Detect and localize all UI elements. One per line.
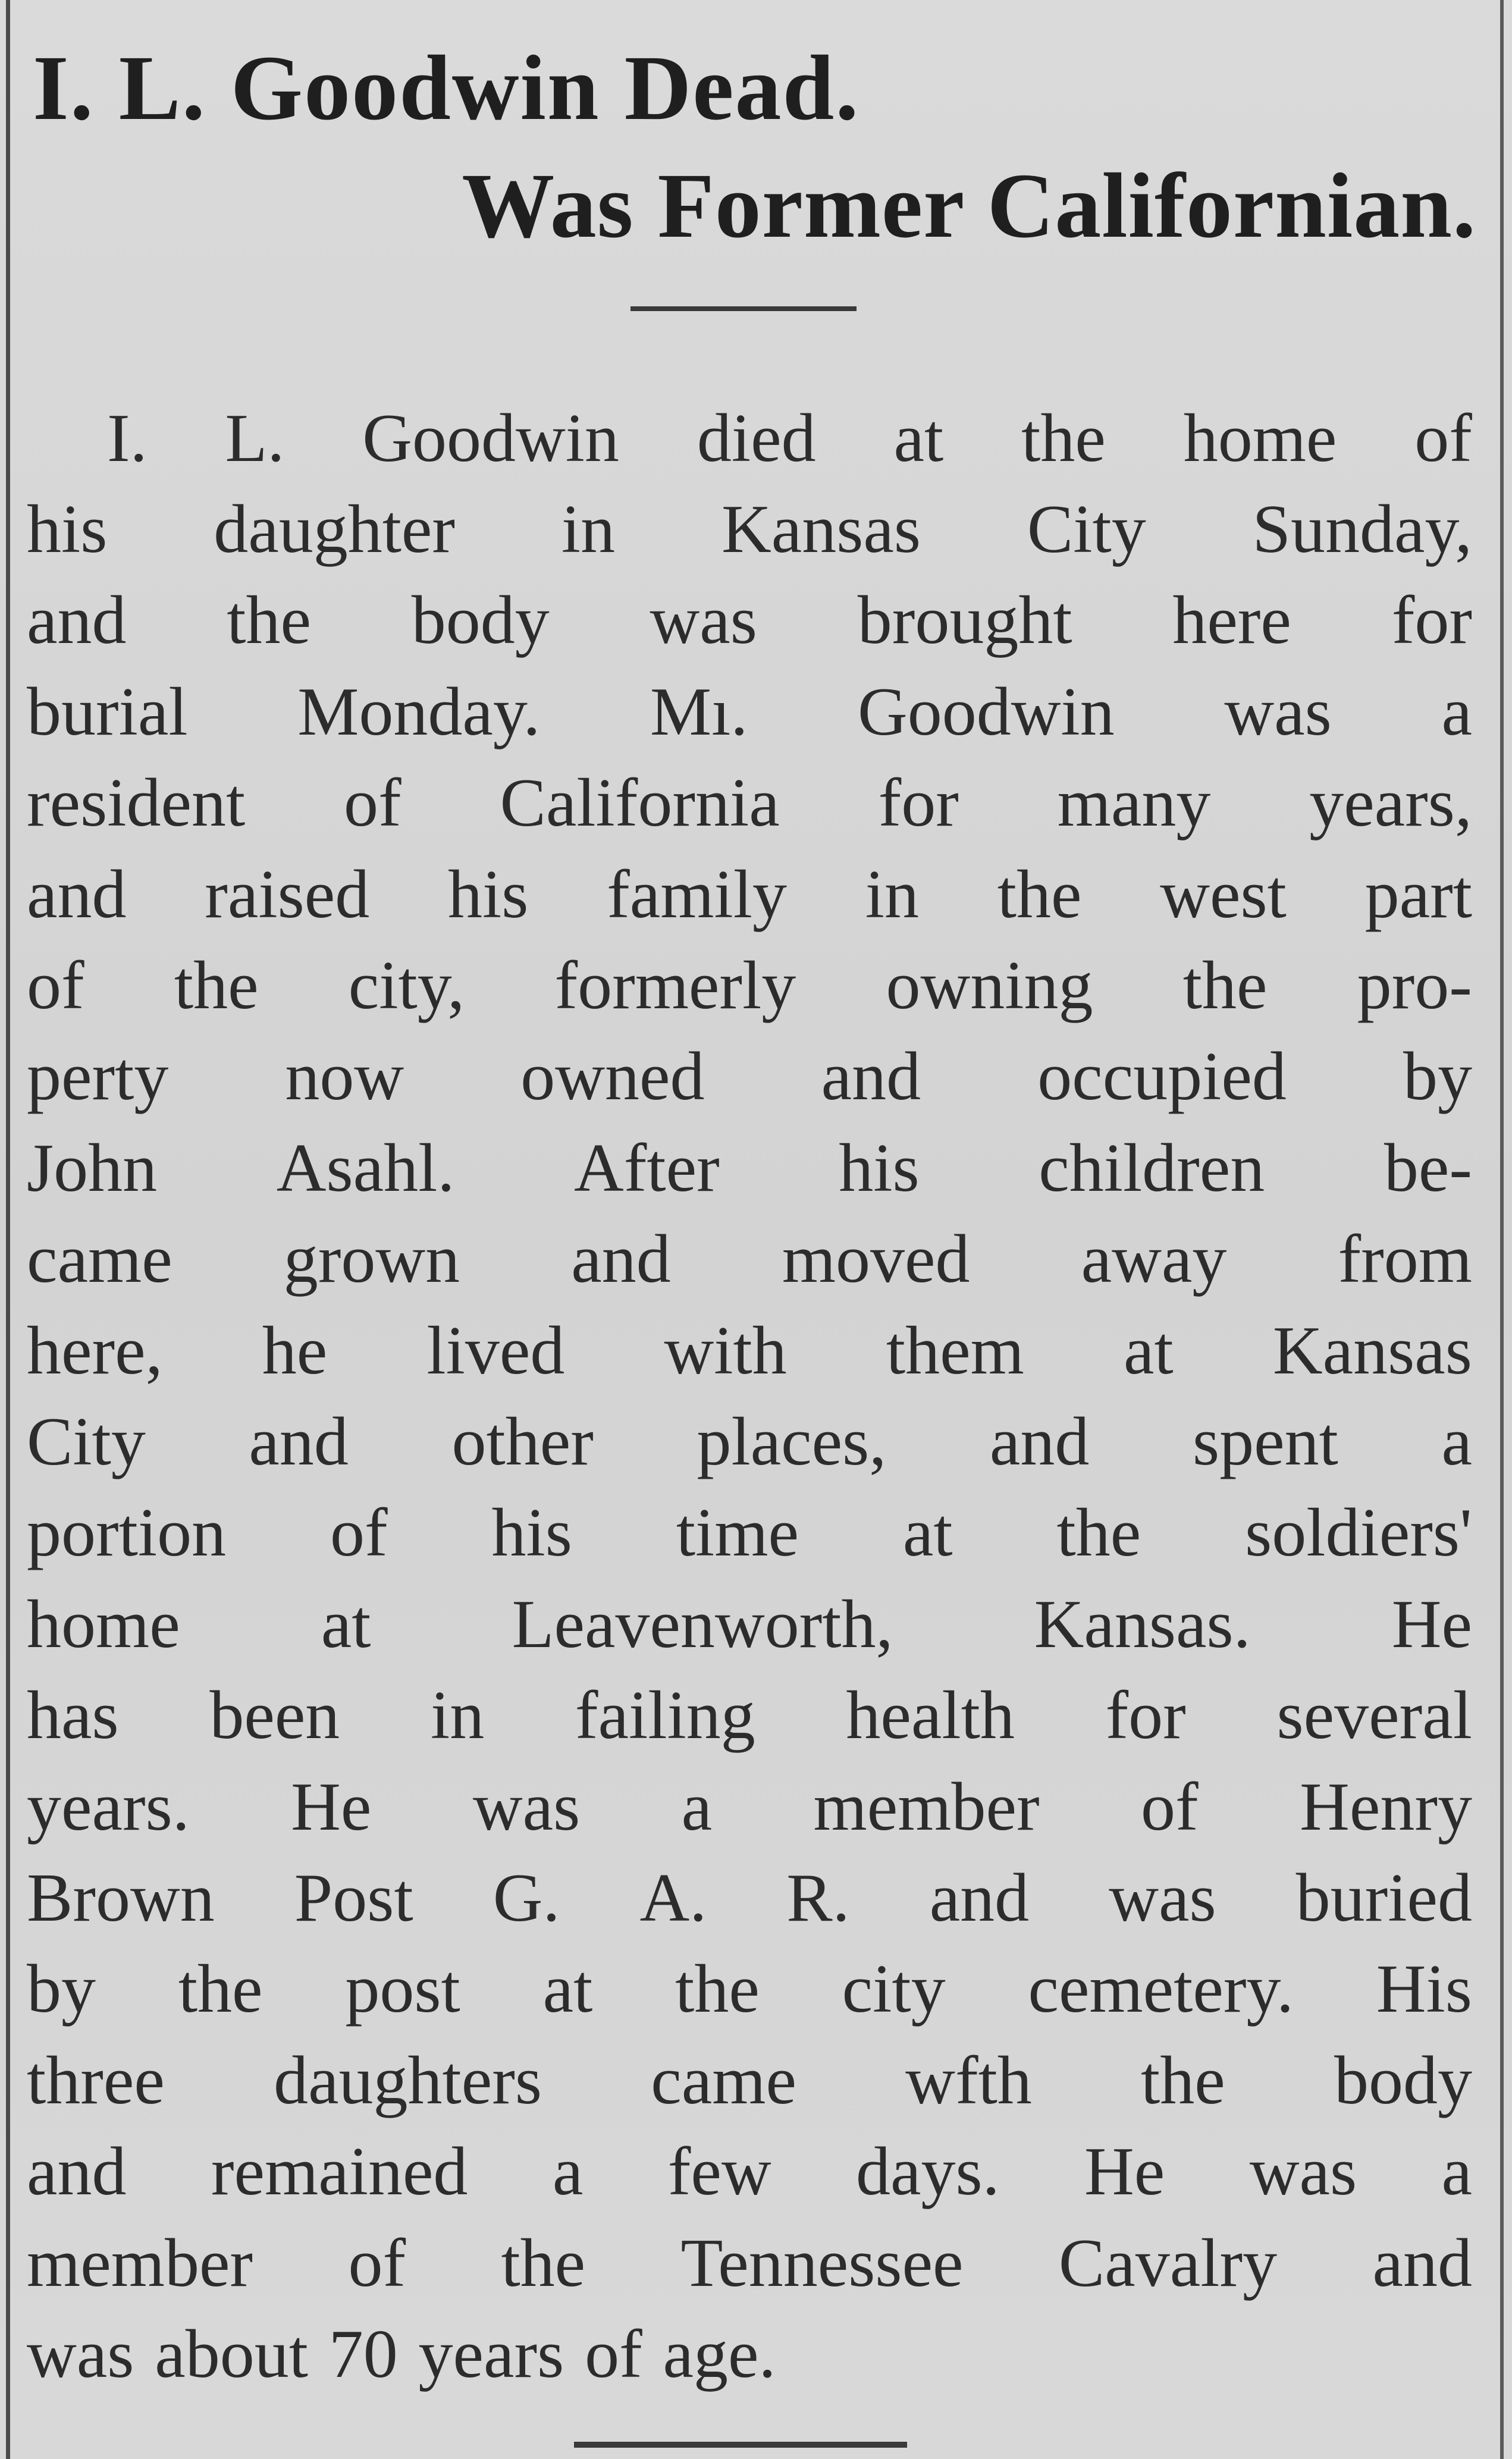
article-line: was about 70 years of age.: [27, 2316, 776, 2392]
article-line: and raised his family in the west part: [27, 856, 1472, 933]
headline-primary: I. L. Goodwin Dead.: [33, 36, 860, 139]
headline-secondary: Was Former Californian.: [462, 154, 1476, 257]
article-body: [27, 393, 1472, 2400]
article-line: his daughter in Kansas City Sunday,: [27, 491, 1472, 568]
column-rule-left: [6, 0, 10, 2459]
article-line: three daughters came wfth the body: [27, 2042, 1472, 2119]
article-end-divider: [574, 2442, 907, 2448]
article-line: years. He was a member of Henry: [27, 1768, 1472, 1845]
column-rule-right: [1500, 0, 1504, 2459]
article-line: and remained a few days. He was a: [27, 2134, 1472, 2210]
article-line: here, he lived with them at Kansas: [27, 1312, 1472, 1389]
article-line: perty now owned and occupied by: [27, 1039, 1472, 1115]
article-line: came grown and moved away from: [27, 1221, 1472, 1298]
article-line: member of the Tennessee Cavalry and: [27, 2225, 1472, 2301]
headline-divider: [630, 306, 857, 311]
article-line: portion of his time at the soldiers': [27, 1495, 1472, 1572]
article-line: I. L. Goodwin died at the home of: [107, 400, 1472, 476]
article-line: by the post at the city cemetery. His: [27, 1951, 1472, 2028]
article-line: home at Leavenworth, Kansas. He: [27, 1586, 1472, 1663]
article-line: Brown Post G. A. R. and was buried: [27, 1859, 1472, 1936]
article-line: has been in failing health for several: [27, 1677, 1472, 1754]
article-line: resident of California for many years,: [27, 765, 1472, 842]
article-line: and the body was brought here for: [27, 582, 1472, 659]
article-line: burial Monday. Mı. Goodwin was a: [27, 673, 1472, 750]
article-line: of the city, formerly owning the pro-: [27, 948, 1472, 1024]
article-line: City and other places, and spent a: [27, 1403, 1472, 1480]
article-line: John Asahl. After his children be-: [27, 1130, 1472, 1206]
